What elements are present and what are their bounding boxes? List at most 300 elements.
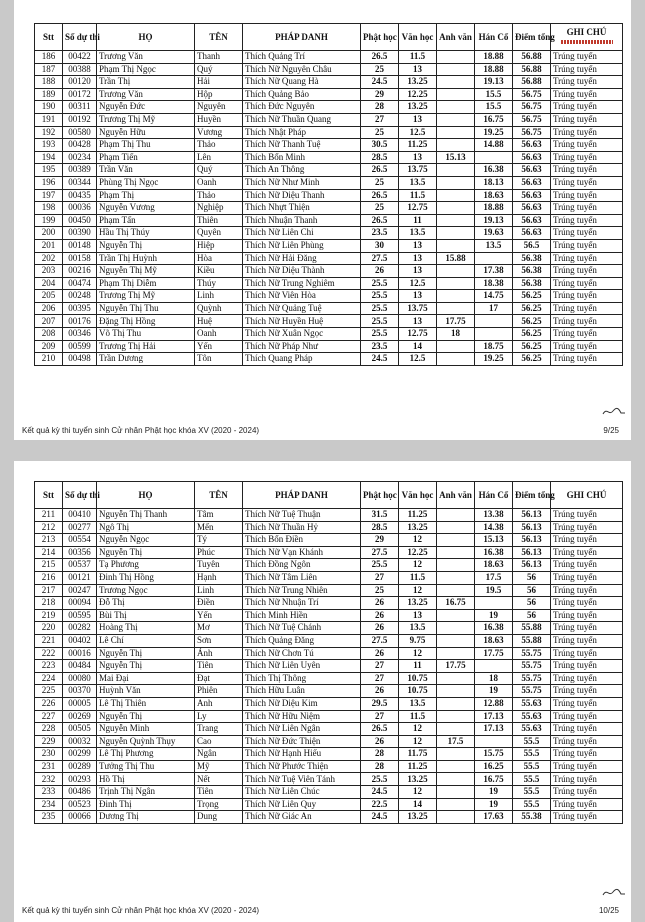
cell-van-hoc: 13.75 bbox=[399, 302, 437, 315]
cell-han-co: 19.13 bbox=[475, 214, 513, 227]
cell-sbd: 00402 bbox=[63, 634, 97, 647]
cell-ho: Nguyễn Thị bbox=[97, 710, 195, 723]
cell-han-co: 17 bbox=[475, 302, 513, 315]
table-row bbox=[35, 126, 623, 139]
cell-anh-van: 15.13 bbox=[437, 151, 475, 164]
cell-stt: 235 bbox=[35, 811, 63, 824]
cell-phat-hoc: 27 bbox=[361, 710, 399, 723]
cell-van-hoc: 13 bbox=[399, 290, 437, 303]
cell-phat-hoc: 27 bbox=[361, 113, 399, 126]
cell-anh-van bbox=[437, 748, 475, 761]
cell-ten: Huệ bbox=[195, 315, 243, 328]
cell-van-hoc: 13.25 bbox=[399, 773, 437, 786]
cell-han-co: 17.13 bbox=[475, 723, 513, 736]
cell-ten: Hạnh bbox=[195, 571, 243, 584]
cell-phat-hoc: 29 bbox=[361, 88, 399, 101]
cell-stt: 229 bbox=[35, 735, 63, 748]
cell-phat-hoc: 25.5 bbox=[361, 315, 399, 328]
cell-ho: Nguyễn Thị Thanh bbox=[97, 509, 195, 522]
cell-ten: Tiên bbox=[195, 786, 243, 799]
cell-phat-hoc: 26.5 bbox=[361, 164, 399, 177]
cell-ten: Oanh bbox=[195, 328, 243, 341]
header-ten: TÊN bbox=[195, 482, 243, 509]
cell-phap-danh: Thích Quang Pháp bbox=[243, 353, 361, 366]
table-header-row bbox=[35, 482, 623, 509]
table-row bbox=[35, 811, 623, 824]
header-stt: Stt bbox=[35, 482, 63, 509]
cell-anh-van bbox=[437, 239, 475, 252]
cell-ghi-chu: Trúng tuyển bbox=[551, 559, 623, 572]
cell-phap-danh: Thích Nữ Thanh Tuệ bbox=[243, 139, 361, 152]
cell-sbd: 00498 bbox=[63, 353, 97, 366]
cell-ten: Ngân bbox=[195, 748, 243, 761]
cell-ghi-chu: Trúng tuyển bbox=[551, 302, 623, 315]
cell-phat-hoc: 26 bbox=[361, 609, 399, 622]
cell-diem-tong: 56.63 bbox=[513, 176, 551, 189]
cell-van-hoc: 13 bbox=[399, 239, 437, 252]
cell-ten: Ly bbox=[195, 710, 243, 723]
table-row bbox=[35, 672, 623, 685]
cell-ho: Nguyễn Thị bbox=[97, 239, 195, 252]
header-stt: Stt bbox=[35, 24, 63, 51]
cell-ghi-chu: Trúng tuyển bbox=[551, 786, 623, 799]
cell-diem-tong: 56 bbox=[513, 597, 551, 610]
cell-phap-danh: Thích Quảng Bảo bbox=[243, 88, 361, 101]
cell-phat-hoc: 27.5 bbox=[361, 634, 399, 647]
table-row bbox=[35, 647, 623, 660]
cell-van-hoc: 13 bbox=[399, 63, 437, 76]
cell-diem-tong: 56.75 bbox=[513, 113, 551, 126]
cell-ho: Lê Thị Thiên bbox=[97, 697, 195, 710]
cell-anh-van bbox=[437, 697, 475, 710]
cell-stt: 214 bbox=[35, 546, 63, 559]
cell-phat-hoc: 27.5 bbox=[361, 546, 399, 559]
cell-stt: 193 bbox=[35, 139, 63, 152]
table-row bbox=[35, 189, 623, 202]
header-phap-danh: PHÁP DANH bbox=[243, 482, 361, 509]
cell-phap-danh: Thích Nữ Trung Nhiên bbox=[243, 584, 361, 597]
cell-anh-van bbox=[437, 63, 475, 76]
cell-ghi-chu: Trúng tuyển bbox=[551, 189, 623, 202]
cell-van-hoc: 13.25 bbox=[399, 597, 437, 610]
table-row bbox=[35, 76, 623, 89]
cell-sbd: 00595 bbox=[63, 609, 97, 622]
cell-ho: Hầu Thị Thúy bbox=[97, 227, 195, 240]
cell-han-co: 19.63 bbox=[475, 227, 513, 240]
cell-han-co: 19.13 bbox=[475, 76, 513, 89]
cell-stt: 188 bbox=[35, 76, 63, 89]
cell-diem-tong: 55.75 bbox=[513, 660, 551, 673]
cell-ghi-chu: Trúng tuyển bbox=[551, 76, 623, 89]
table-row bbox=[35, 51, 623, 64]
cell-stt: 200 bbox=[35, 227, 63, 240]
cell-sbd: 00435 bbox=[63, 189, 97, 202]
table-header-row bbox=[35, 24, 623, 51]
cell-diem-tong: 55.63 bbox=[513, 710, 551, 723]
cell-ten: Nguyên bbox=[195, 101, 243, 114]
cell-ten: Thanh bbox=[195, 51, 243, 64]
table-row bbox=[35, 101, 623, 114]
cell-diem-tong: 56.63 bbox=[513, 189, 551, 202]
cell-diem-tong: 56.13 bbox=[513, 509, 551, 522]
cell-ho: Huỳnh Văn bbox=[97, 685, 195, 698]
cell-phap-danh: Thích Nữ Tuệ Thuận bbox=[243, 509, 361, 522]
cell-ten: Nết bbox=[195, 773, 243, 786]
header-sbd: Số dự thi bbox=[63, 482, 97, 509]
cell-diem-tong: 56.75 bbox=[513, 88, 551, 101]
cell-phap-danh: Thích Nữ Pháp Như bbox=[243, 340, 361, 353]
cell-phat-hoc: 26 bbox=[361, 735, 399, 748]
cell-stt: 206 bbox=[35, 302, 63, 315]
cell-diem-tong: 56.63 bbox=[513, 227, 551, 240]
cell-diem-tong: 55.75 bbox=[513, 647, 551, 660]
cell-ten: Vương bbox=[195, 126, 243, 139]
cell-phap-danh: Thích Quảng Trí bbox=[243, 51, 361, 64]
cell-ten: Thảo bbox=[195, 139, 243, 152]
cell-ten: Anh bbox=[195, 697, 243, 710]
table-row bbox=[35, 559, 623, 572]
cell-stt: 187 bbox=[35, 63, 63, 76]
cell-phap-danh: Thích Nữ Liên Uyên bbox=[243, 660, 361, 673]
cell-ho: Phùng Thị Ngọc bbox=[97, 176, 195, 189]
cell-han-co bbox=[475, 315, 513, 328]
cell-ten: Lên bbox=[195, 151, 243, 164]
table-row bbox=[35, 597, 623, 610]
cell-phap-danh: Thích Nữ Thuần Hỷ bbox=[243, 521, 361, 534]
cell-ho: Ngô Thị bbox=[97, 521, 195, 534]
cell-van-hoc: 11.5 bbox=[399, 710, 437, 723]
cell-sbd: 00450 bbox=[63, 214, 97, 227]
table-body bbox=[35, 51, 623, 366]
cell-sbd: 00293 bbox=[63, 773, 97, 786]
cell-anh-van bbox=[437, 302, 475, 315]
cell-sbd: 00066 bbox=[63, 811, 97, 824]
table-row bbox=[35, 773, 623, 786]
cell-phap-danh: Thích Nữ Chơn Tú bbox=[243, 647, 361, 660]
cell-diem-tong: 56.25 bbox=[513, 302, 551, 315]
cell-ten: Trang bbox=[195, 723, 243, 736]
cell-sbd: 00554 bbox=[63, 534, 97, 547]
table-row bbox=[35, 113, 623, 126]
cell-diem-tong: 56.25 bbox=[513, 315, 551, 328]
cell-han-co: 17.63 bbox=[475, 811, 513, 824]
cell-anh-van bbox=[437, 609, 475, 622]
header-phap-danh: PHÁP DANH bbox=[243, 24, 361, 51]
cell-van-hoc: 13.5 bbox=[399, 176, 437, 189]
cell-sbd: 00247 bbox=[63, 584, 97, 597]
ghi-chu-label: GHI CHÚ bbox=[566, 27, 607, 37]
cell-diem-tong: 56.63 bbox=[513, 202, 551, 215]
table-row bbox=[35, 63, 623, 76]
cell-diem-tong: 56 bbox=[513, 571, 551, 584]
cell-ghi-chu: Trúng tuyển bbox=[551, 315, 623, 328]
cell-phap-danh: Thích Nữ Diệu Thành bbox=[243, 265, 361, 278]
cell-han-co: 19 bbox=[475, 609, 513, 622]
cell-stt: 224 bbox=[35, 672, 63, 685]
cell-stt: 211 bbox=[35, 509, 63, 522]
cell-diem-tong: 55.5 bbox=[513, 748, 551, 761]
cell-anh-van: 15.88 bbox=[437, 252, 475, 265]
cell-stt: 232 bbox=[35, 773, 63, 786]
table-row bbox=[35, 584, 623, 597]
cell-van-hoc: 13.25 bbox=[399, 521, 437, 534]
cell-ho: Nguyễn Minh bbox=[97, 723, 195, 736]
cell-van-hoc: 12.5 bbox=[399, 126, 437, 139]
cell-van-hoc: 10.75 bbox=[399, 672, 437, 685]
cell-ghi-chu: Trúng tuyển bbox=[551, 647, 623, 660]
cell-ho: Trương Thị Hải bbox=[97, 340, 195, 353]
cell-van-hoc: 12.25 bbox=[399, 88, 437, 101]
cell-han-co: 15.75 bbox=[475, 748, 513, 761]
table-row bbox=[35, 723, 623, 736]
cell-ho: Lê Chí bbox=[97, 634, 195, 647]
cell-phap-danh: Thích Thị Thông bbox=[243, 672, 361, 685]
cell-phat-hoc: 25 bbox=[361, 202, 399, 215]
cell-han-co: 18.88 bbox=[475, 202, 513, 215]
page-number: 10/25 bbox=[598, 906, 619, 915]
cell-stt: 221 bbox=[35, 634, 63, 647]
table-row bbox=[35, 139, 623, 152]
cell-anh-van bbox=[437, 277, 475, 290]
cell-ho: Trịnh Thị Ngân bbox=[97, 786, 195, 799]
cell-han-co: 13.38 bbox=[475, 509, 513, 522]
cell-anh-van bbox=[437, 534, 475, 547]
cell-van-hoc: 12 bbox=[399, 584, 437, 597]
cell-phap-danh: Thích Nữ Giác An bbox=[243, 811, 361, 824]
cell-han-co: 14.88 bbox=[475, 139, 513, 152]
cell-ho: Trần Thị Huỳnh bbox=[97, 252, 195, 265]
cell-ho: Trần Thị bbox=[97, 76, 195, 89]
cell-phat-hoc: 25 bbox=[361, 126, 399, 139]
cell-ghi-chu: Trúng tuyển bbox=[551, 571, 623, 584]
cell-ho: Đỗ Thị bbox=[97, 597, 195, 610]
cell-phap-danh: Thích Nữ Tâm Liên bbox=[243, 571, 361, 584]
cell-ten: Linh bbox=[195, 584, 243, 597]
cell-anh-van bbox=[437, 88, 475, 101]
cell-ten: Hiệp bbox=[195, 239, 243, 252]
cell-han-co: 16.38 bbox=[475, 164, 513, 177]
table-row bbox=[35, 697, 623, 710]
cell-phap-danh: Thích Nữ Quảng Tuệ bbox=[243, 302, 361, 315]
cell-sbd: 00277 bbox=[63, 521, 97, 534]
table-row bbox=[35, 252, 623, 265]
cell-ten: Quyên bbox=[195, 227, 243, 240]
cell-stt: 191 bbox=[35, 113, 63, 126]
cell-sbd: 00289 bbox=[63, 760, 97, 773]
cell-stt: 208 bbox=[35, 328, 63, 341]
cell-stt: 230 bbox=[35, 748, 63, 761]
cell-phap-danh: Thích Nữ Vạn Khánh bbox=[243, 546, 361, 559]
cell-ten: Cao bbox=[195, 735, 243, 748]
cell-phat-hoc: 24.5 bbox=[361, 76, 399, 89]
table-row bbox=[35, 760, 623, 773]
cell-ten: Yến bbox=[195, 340, 243, 353]
cell-sbd: 00537 bbox=[63, 559, 97, 572]
cell-ho: Tưởng Thị Thu bbox=[97, 760, 195, 773]
cell-phap-danh: Thích Nữ Hữu Niệm bbox=[243, 710, 361, 723]
cell-phap-danh: Thích Nhựt Thiện bbox=[243, 202, 361, 215]
cell-phap-danh: Thích Nữ Hải Đăng bbox=[243, 252, 361, 265]
cell-ghi-chu: Trúng tuyển bbox=[551, 685, 623, 698]
cell-phap-danh: Thích Nhật Pháp bbox=[243, 126, 361, 139]
cell-anh-van bbox=[437, 584, 475, 597]
cell-ghi-chu: Trúng tuyển bbox=[551, 798, 623, 811]
cell-phap-danh: Thích Nữ Liên Chúc bbox=[243, 786, 361, 799]
cell-stt: 202 bbox=[35, 252, 63, 265]
cell-van-hoc: 12.5 bbox=[399, 277, 437, 290]
cell-phap-danh: Thích Nữ Huyền Huệ bbox=[243, 315, 361, 328]
cell-stt: 228 bbox=[35, 723, 63, 736]
cell-ho: Đinh Thị Hồng bbox=[97, 571, 195, 584]
cell-diem-tong: 56.63 bbox=[513, 139, 551, 152]
cell-phap-danh: Thích Nữ Tuệ Chánh bbox=[243, 622, 361, 635]
table-row bbox=[35, 353, 623, 366]
table-row bbox=[35, 88, 623, 101]
cell-sbd: 00016 bbox=[63, 647, 97, 660]
cell-diem-tong: 56.25 bbox=[513, 340, 551, 353]
cell-diem-tong: 56.88 bbox=[513, 63, 551, 76]
cell-phat-hoc: 26.5 bbox=[361, 189, 399, 202]
cell-van-hoc: 9.75 bbox=[399, 634, 437, 647]
cell-sbd: 00428 bbox=[63, 139, 97, 152]
cell-stt: 225 bbox=[35, 685, 63, 698]
cell-phat-hoc: 26.5 bbox=[361, 723, 399, 736]
cell-diem-tong: 56.5 bbox=[513, 239, 551, 252]
cell-ghi-chu: Trúng tuyển bbox=[551, 584, 623, 597]
cell-diem-tong: 56.25 bbox=[513, 290, 551, 303]
cell-ghi-chu: Trúng tuyển bbox=[551, 748, 623, 761]
cell-ghi-chu: Trúng tuyển bbox=[551, 328, 623, 341]
cell-anh-van bbox=[437, 786, 475, 799]
cell-stt: 207 bbox=[35, 315, 63, 328]
cell-phat-hoc: 28.5 bbox=[361, 521, 399, 534]
cell-ghi-chu: Trúng tuyển bbox=[551, 773, 623, 786]
header-ghi-chu: GHI CHÚ bbox=[551, 482, 623, 509]
cell-van-hoc: 12.25 bbox=[399, 546, 437, 559]
cell-sbd: 00388 bbox=[63, 63, 97, 76]
table-row bbox=[35, 239, 623, 252]
cell-ghi-chu: Trúng tuyển bbox=[551, 214, 623, 227]
cell-diem-tong: 56.38 bbox=[513, 252, 551, 265]
cell-han-co: 18.75 bbox=[475, 340, 513, 353]
cell-phap-danh: Thích An Thông bbox=[243, 164, 361, 177]
cell-phat-hoc: 30 bbox=[361, 239, 399, 252]
cell-phap-danh: Thích Nữ Diệu Thanh bbox=[243, 189, 361, 202]
cell-stt: 220 bbox=[35, 622, 63, 635]
cell-phap-danh: Thích Nữ Quang Hà bbox=[243, 76, 361, 89]
cell-han-co: 17.5 bbox=[475, 571, 513, 584]
header-anh-van: Anh văn bbox=[437, 482, 475, 509]
cell-ten: Phiên bbox=[195, 685, 243, 698]
cell-anh-van bbox=[437, 101, 475, 114]
cell-phat-hoc: 23.5 bbox=[361, 340, 399, 353]
cell-phat-hoc: 28 bbox=[361, 101, 399, 114]
table-row bbox=[35, 277, 623, 290]
cell-ghi-chu: Trúng tuyển bbox=[551, 710, 623, 723]
cell-anh-van bbox=[437, 353, 475, 366]
cell-ghi-chu: Trúng tuyển bbox=[551, 164, 623, 177]
cell-anh-van bbox=[437, 773, 475, 786]
cell-diem-tong: 56.75 bbox=[513, 126, 551, 139]
cell-stt: 192 bbox=[35, 126, 63, 139]
cell-stt: 223 bbox=[35, 660, 63, 673]
table-row bbox=[35, 748, 623, 761]
cell-han-co: 16.38 bbox=[475, 546, 513, 559]
cell-ten: Thảo bbox=[195, 189, 243, 202]
cell-phap-danh: Thích Nữ Hạnh Hiếu bbox=[243, 748, 361, 761]
cell-ghi-chu: Trúng tuyển bbox=[551, 760, 623, 773]
cell-stt: 216 bbox=[35, 571, 63, 584]
cell-ho: Nguyễn Vương bbox=[97, 202, 195, 215]
cell-ho: Phạm Tiến bbox=[97, 151, 195, 164]
cell-phat-hoc: 26 bbox=[361, 265, 399, 278]
cell-ho: Trương Thị Mỹ bbox=[97, 113, 195, 126]
cell-stt: 226 bbox=[35, 697, 63, 710]
red-stamp-mark bbox=[561, 40, 613, 44]
cell-stt: 217 bbox=[35, 584, 63, 597]
cell-anh-van: 17.5 bbox=[437, 735, 475, 748]
table-row bbox=[35, 534, 623, 547]
cell-anh-van bbox=[437, 647, 475, 660]
cell-van-hoc: 11.5 bbox=[399, 571, 437, 584]
cell-phat-hoc: 22.5 bbox=[361, 798, 399, 811]
table-row bbox=[35, 786, 623, 799]
header-han-co: Hán Cổ bbox=[475, 24, 513, 51]
cell-van-hoc: 12.75 bbox=[399, 202, 437, 215]
cell-stt: 197 bbox=[35, 189, 63, 202]
cell-sbd: 00390 bbox=[63, 227, 97, 240]
cell-phap-danh: Thích Nữ Nhuận Trí bbox=[243, 597, 361, 610]
cell-anh-van bbox=[437, 189, 475, 202]
cell-anh-van bbox=[437, 76, 475, 89]
cell-han-co: 14.75 bbox=[475, 290, 513, 303]
cell-diem-tong: 55.5 bbox=[513, 735, 551, 748]
cell-van-hoc: 11.5 bbox=[399, 189, 437, 202]
cell-sbd: 00172 bbox=[63, 88, 97, 101]
cell-han-co: 19.5 bbox=[475, 584, 513, 597]
cell-ghi-chu: Trúng tuyển bbox=[551, 139, 623, 152]
cell-phat-hoc: 25.5 bbox=[361, 328, 399, 341]
cell-ho: Nguyễn Ngọc bbox=[97, 534, 195, 547]
cell-sbd: 00370 bbox=[63, 685, 97, 698]
cell-han-co: 18 bbox=[475, 672, 513, 685]
cell-diem-tong: 56.63 bbox=[513, 164, 551, 177]
cell-phat-hoc: 27.5 bbox=[361, 252, 399, 265]
cell-van-hoc: 11.5 bbox=[399, 51, 437, 64]
cell-anh-van bbox=[437, 521, 475, 534]
header-anh-van: Anh văn bbox=[437, 24, 475, 51]
cell-stt: 209 bbox=[35, 340, 63, 353]
cell-van-hoc: 14 bbox=[399, 340, 437, 353]
cell-ten: Tý bbox=[195, 534, 243, 547]
header-van-hoc: Văn học bbox=[399, 24, 437, 51]
cell-anh-van bbox=[437, 202, 475, 215]
cell-diem-tong: 56.88 bbox=[513, 51, 551, 64]
cell-ghi-chu: Trúng tuyển bbox=[551, 735, 623, 748]
cell-ghi-chu: Trúng tuyển bbox=[551, 811, 623, 824]
cell-stt: 186 bbox=[35, 51, 63, 64]
cell-diem-tong: 55.38 bbox=[513, 811, 551, 824]
cell-ho: Phạm Thị Diễm bbox=[97, 277, 195, 290]
cell-han-co bbox=[475, 597, 513, 610]
cell-anh-van bbox=[437, 51, 475, 64]
cell-han-co: 18.63 bbox=[475, 634, 513, 647]
cell-ten: Mến bbox=[195, 521, 243, 534]
cell-sbd: 00389 bbox=[63, 164, 97, 177]
cell-phap-danh: Thích Nữ Phước Thiện bbox=[243, 760, 361, 773]
cell-ho: Nguyễn Thị bbox=[97, 660, 195, 673]
cell-anh-van bbox=[437, 710, 475, 723]
